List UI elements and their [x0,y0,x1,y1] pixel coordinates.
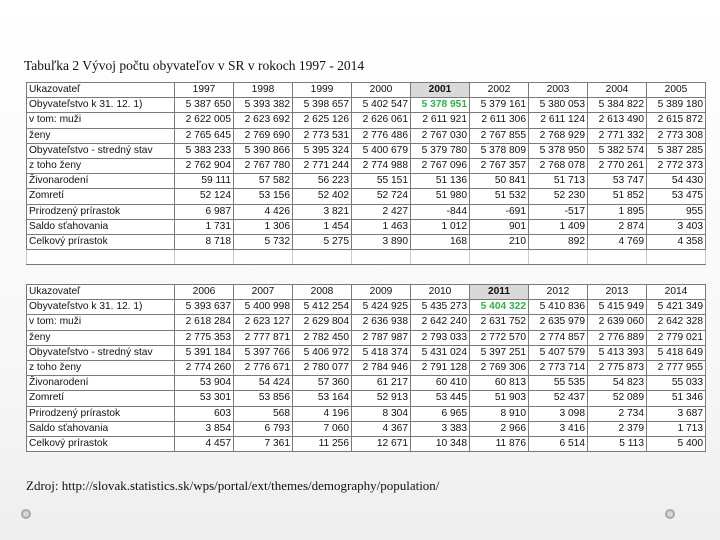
row-label-cell: Obyvateľstvo - stredný stav [27,143,175,158]
value-cell: 2 618 284 [175,315,234,330]
value-cell: 53 475 [647,189,706,204]
value-cell: 2 779 021 [647,330,706,345]
value-cell: 5 400 998 [234,300,293,315]
year-header-cell: 2012 [529,285,588,300]
value-cell: 5 382 574 [588,143,647,158]
value-cell: 2 767 357 [470,158,529,173]
value-cell: 55 033 [647,376,706,391]
row-label-cell: Saldo sťahovania [27,421,175,436]
value-cell: 2 625 126 [293,113,352,128]
value-cell: 59 111 [175,174,234,189]
row-label-cell: Zomretí [27,189,175,204]
value-cell: 5 395 324 [293,143,352,158]
value-cell: 2 631 752 [470,315,529,330]
value-cell: 5 393 382 [234,98,293,113]
value-cell: 4 196 [293,406,352,421]
value-cell: -844 [411,204,470,219]
value-cell: 2 774 857 [529,330,588,345]
value-cell: 2 771 332 [588,128,647,143]
value-cell: 51 346 [647,391,706,406]
row-label-cell: Saldo sťahovania [27,219,175,234]
year-header-cell: 2005 [647,83,706,98]
value-cell: 2 791 128 [411,360,470,375]
value-cell: 5 421 349 [647,300,706,315]
value-cell: 55 535 [529,376,588,391]
value-cell: 2 769 690 [234,128,293,143]
value-cell: 52 437 [529,391,588,406]
year-header-cell: 2006 [175,285,234,300]
value-cell: 11 876 [470,436,529,451]
value-cell: 2 769 306 [470,360,529,375]
value-cell: 5 435 273 [411,300,470,315]
row-label-cell: Zomretí [27,391,175,406]
value-cell: 53 747 [588,174,647,189]
value-cell: 53 156 [234,189,293,204]
row-label-cell: Celkový prírastok [27,234,175,249]
value-cell: 2 427 [352,204,411,219]
value-cell: 52 724 [352,189,411,204]
spacer-cell [588,250,647,265]
year-header-cell: 2009 [352,285,411,300]
row-label-cell: Obyvateľstvo k 31. 12. 1) [27,300,175,315]
right-decor-dot-icon [665,509,675,519]
row-label-cell: v tom: muži [27,315,175,330]
value-cell: 2 768 078 [529,158,588,173]
value-cell: 2 636 938 [352,315,411,330]
value-cell: 8 910 [470,406,529,421]
value-cell: 5 410 836 [529,300,588,315]
row-label-cell: Prirodzený prírastok [27,204,175,219]
value-cell: 8 718 [175,234,234,249]
table-row [27,128,706,143]
value-cell: 51 532 [470,189,529,204]
row-label-cell: ženy [27,128,175,143]
value-cell: 60 410 [411,376,470,391]
row-label-cell: Prirodzený prírastok [27,406,175,421]
value-cell: 53 904 [175,376,234,391]
year-header-cell: 2001 [411,83,470,98]
value-cell: 2 623 692 [234,113,293,128]
value-cell: 2 767 855 [470,128,529,143]
table-row [27,421,706,436]
value-cell: 1 306 [234,219,293,234]
value-cell: 5 397 251 [470,345,529,360]
value-cell: 2 777 955 [647,360,706,375]
table-row [27,406,706,421]
value-cell: 54 424 [234,376,293,391]
value-cell: 2 615 872 [647,113,706,128]
table-row [27,219,706,234]
value-cell: 4 358 [647,234,706,249]
value-cell: 3 098 [529,406,588,421]
value-cell: 10 348 [411,436,470,451]
row-label-cell: Obyvateľstvo - stredný stav [27,345,175,360]
value-cell: 5 393 637 [175,300,234,315]
value-cell: 892 [529,234,588,249]
value-cell: 2 874 [588,219,647,234]
spacer-cell [293,250,352,265]
value-cell: 52 913 [352,391,411,406]
year-header-cell: 2014 [647,285,706,300]
value-cell: 61 217 [352,376,411,391]
value-cell: 57 582 [234,174,293,189]
spacer-cell [175,250,234,265]
value-cell: 2 629 804 [293,315,352,330]
table-row [27,376,706,391]
value-cell: 2 784 946 [352,360,411,375]
value-cell: 168 [411,234,470,249]
value-cell: 51 136 [411,174,470,189]
table-row [27,345,706,360]
spacer-cell [352,250,411,265]
value-cell: 3 854 [175,421,234,436]
value-cell: 8 304 [352,406,411,421]
header-row [27,285,706,300]
value-cell: 2 780 077 [293,360,352,375]
value-cell: 5 383 233 [175,143,234,158]
value-cell: 2 642 328 [647,315,706,330]
value-cell: 5 413 393 [588,345,647,360]
table-row [27,436,706,451]
value-cell: 2 776 671 [234,360,293,375]
value-cell: 1 463 [352,219,411,234]
value-cell: 5 378 809 [470,143,529,158]
value-cell: 5 415 949 [588,300,647,315]
value-cell: 2 767 780 [234,158,293,173]
value-cell: 5 390 866 [234,143,293,158]
value-cell: 2 787 987 [352,330,411,345]
value-cell: 1 731 [175,219,234,234]
value-cell: 5 406 972 [293,345,352,360]
table-row [27,143,706,158]
value-cell: 52 124 [175,189,234,204]
value-cell: 11 256 [293,436,352,451]
value-cell: 2 768 929 [529,128,588,143]
value-cell: 56 223 [293,174,352,189]
table-row [27,158,706,173]
value-cell: 4 457 [175,436,234,451]
header-row [27,83,706,98]
year-header-cell: 2000 [352,83,411,98]
left-decor-dot-icon [21,509,31,519]
value-cell: 3 416 [529,421,588,436]
value-cell: 7 361 [234,436,293,451]
value-cell: 52 230 [529,189,588,204]
value-cell: 5 431 024 [411,345,470,360]
value-cell: 2 777 871 [234,330,293,345]
value-cell: 55 151 [352,174,411,189]
header-label-cell: Ukazovateľ [27,83,175,98]
value-cell: 2 782 450 [293,330,352,345]
value-cell: 3 403 [647,219,706,234]
value-cell: 2 793 033 [411,330,470,345]
value-cell: 5 400 [647,436,706,451]
row-label-cell: ženy [27,330,175,345]
value-cell: 5 418 374 [352,345,411,360]
value-cell: 2 773 531 [293,128,352,143]
value-cell: 5 397 766 [234,345,293,360]
year-header-cell: 2013 [588,285,647,300]
value-cell: 210 [470,234,529,249]
table-row [27,391,706,406]
value-cell: 2 767 030 [411,128,470,143]
value-cell: 2 379 [588,421,647,436]
spacer-cell [27,250,175,265]
value-cell: 7 060 [293,421,352,436]
value-cell: 3 890 [352,234,411,249]
value-cell: 6 793 [234,421,293,436]
value-cell: 5 384 822 [588,98,647,113]
value-cell: 2 611 124 [529,113,588,128]
year-header-cell: 2011 [470,285,529,300]
value-cell: 50 841 [470,174,529,189]
value-cell: 2 770 261 [588,158,647,173]
value-cell: 5 400 679 [352,143,411,158]
value-cell: 53 164 [293,391,352,406]
table-row [27,174,706,189]
value-cell: 5 398 657 [293,98,352,113]
value-cell: 1 409 [529,219,588,234]
row-label-cell: Obyvateľstvo k 31. 12. 1) [27,98,175,113]
value-cell: 2 776 889 [588,330,647,345]
table-row [27,300,706,315]
value-cell: 2 771 244 [293,158,352,173]
row-label-cell: Živonarodení [27,376,175,391]
value-cell: 2 966 [470,421,529,436]
value-cell: 1 895 [588,204,647,219]
value-cell: -691 [470,204,529,219]
value-cell: 5 275 [293,234,352,249]
table-row [27,189,706,204]
year-header-cell: 2008 [293,285,352,300]
value-cell: 2 773 308 [647,128,706,143]
value-cell: 12 671 [352,436,411,451]
value-cell: 2 772 570 [470,330,529,345]
value-cell: 2 775 873 [588,360,647,375]
row-label-cell: v tom: muži [27,113,175,128]
value-cell: 5 424 925 [352,300,411,315]
spacer-cell [470,250,529,265]
value-cell: 901 [470,219,529,234]
spacer-cell [234,250,293,265]
value-cell: 2 626 061 [352,113,411,128]
value-cell: 2 765 645 [175,128,234,143]
spacer-cell [529,250,588,265]
value-cell: 3 821 [293,204,352,219]
value-cell: 2 639 060 [588,315,647,330]
value-cell: 5 391 184 [175,345,234,360]
value-cell: 60 813 [470,376,529,391]
value-cell: 51 713 [529,174,588,189]
population-table-1997-2005 [26,82,706,265]
table-row [27,234,706,249]
value-cell: 5 113 [588,436,647,451]
table-row [27,98,706,113]
year-header-cell: 1998 [234,83,293,98]
value-cell: 53 856 [234,391,293,406]
year-header-cell: 2007 [234,285,293,300]
population-table-2006-2014 [26,284,706,452]
value-cell: 1 012 [411,219,470,234]
row-label-cell: z toho ženy [27,360,175,375]
value-cell: -517 [529,204,588,219]
value-cell: 4 426 [234,204,293,219]
value-cell: 51 980 [411,189,470,204]
value-cell: 2 611 306 [470,113,529,128]
value-cell: 2 623 127 [234,315,293,330]
value-cell: 603 [175,406,234,421]
value-cell: 5 418 649 [647,345,706,360]
value-cell: 52 402 [293,189,352,204]
value-cell: 6 987 [175,204,234,219]
table-row [27,113,706,128]
value-cell: 5 379 161 [470,98,529,113]
year-header-cell: 2004 [588,83,647,98]
value-cell: 2 773 714 [529,360,588,375]
value-cell: 2 767 096 [411,158,470,173]
value-cell: 6 514 [529,436,588,451]
value-cell: 2 635 979 [529,315,588,330]
table-row [27,204,706,219]
table-row [27,315,706,330]
row-label-cell: z toho ženy [27,158,175,173]
value-cell: 2 611 921 [411,113,470,128]
value-cell: 2 774 988 [352,158,411,173]
table-row [27,360,706,375]
spacer-cell [411,250,470,265]
value-cell: 5 404 322 [470,300,529,315]
spacer-row [27,250,706,265]
value-cell: 1 454 [293,219,352,234]
value-cell: 2 622 005 [175,113,234,128]
year-header-cell: 2002 [470,83,529,98]
value-cell: 51 903 [470,391,529,406]
value-cell: 2 772 373 [647,158,706,173]
value-cell: 5 407 579 [529,345,588,360]
value-cell: 4 769 [588,234,647,249]
value-cell: 5 732 [234,234,293,249]
value-cell: 4 367 [352,421,411,436]
year-header-cell: 1997 [175,83,234,98]
value-cell: 5 412 254 [293,300,352,315]
value-cell: 5 378 950 [529,143,588,158]
value-cell: 5 387 285 [647,143,706,158]
header-label-cell: Ukazovateľ [27,285,175,300]
value-cell: 3 687 [647,406,706,421]
year-header-cell: 2010 [411,285,470,300]
value-cell: 6 965 [411,406,470,421]
year-header-cell: 2003 [529,83,588,98]
value-cell: 5 379 780 [411,143,470,158]
table-title: Tabuľka 2 Vývoj počtu obyvateľov v SR v rokoch 1997 - 2014 [24,58,365,73]
value-cell: 2 762 904 [175,158,234,173]
value-cell: 2 613 490 [588,113,647,128]
value-cell: 5 402 547 [352,98,411,113]
value-cell: 5 387 650 [175,98,234,113]
value-cell: 2 774 260 [175,360,234,375]
value-cell: 955 [647,204,706,219]
value-cell: 2 775 353 [175,330,234,345]
value-cell: 5 378 951 [411,98,470,113]
value-cell: 54 430 [647,174,706,189]
value-cell: 568 [234,406,293,421]
value-cell: 53 445 [411,391,470,406]
value-cell: 5 380 053 [529,98,588,113]
source-citation: Zdroj: http://slovak.statistics.sk/wps/portal/ext/themes/demography/population/ [26,478,440,493]
spacer-cell [647,250,706,265]
value-cell: 51 852 [588,189,647,204]
value-cell: 53 301 [175,391,234,406]
value-cell: 2 734 [588,406,647,421]
row-label-cell: Živonarodení [27,174,175,189]
value-cell: 3 383 [411,421,470,436]
year-header-cell: 1999 [293,83,352,98]
value-cell: 52 089 [588,391,647,406]
row-label-cell: Celkový prírastok [27,436,175,451]
value-cell: 2 776 486 [352,128,411,143]
value-cell: 2 642 240 [411,315,470,330]
table-row [27,330,706,345]
value-cell: 57 360 [293,376,352,391]
value-cell: 54 823 [588,376,647,391]
value-cell: 5 389 180 [647,98,706,113]
value-cell: 1 713 [647,421,706,436]
